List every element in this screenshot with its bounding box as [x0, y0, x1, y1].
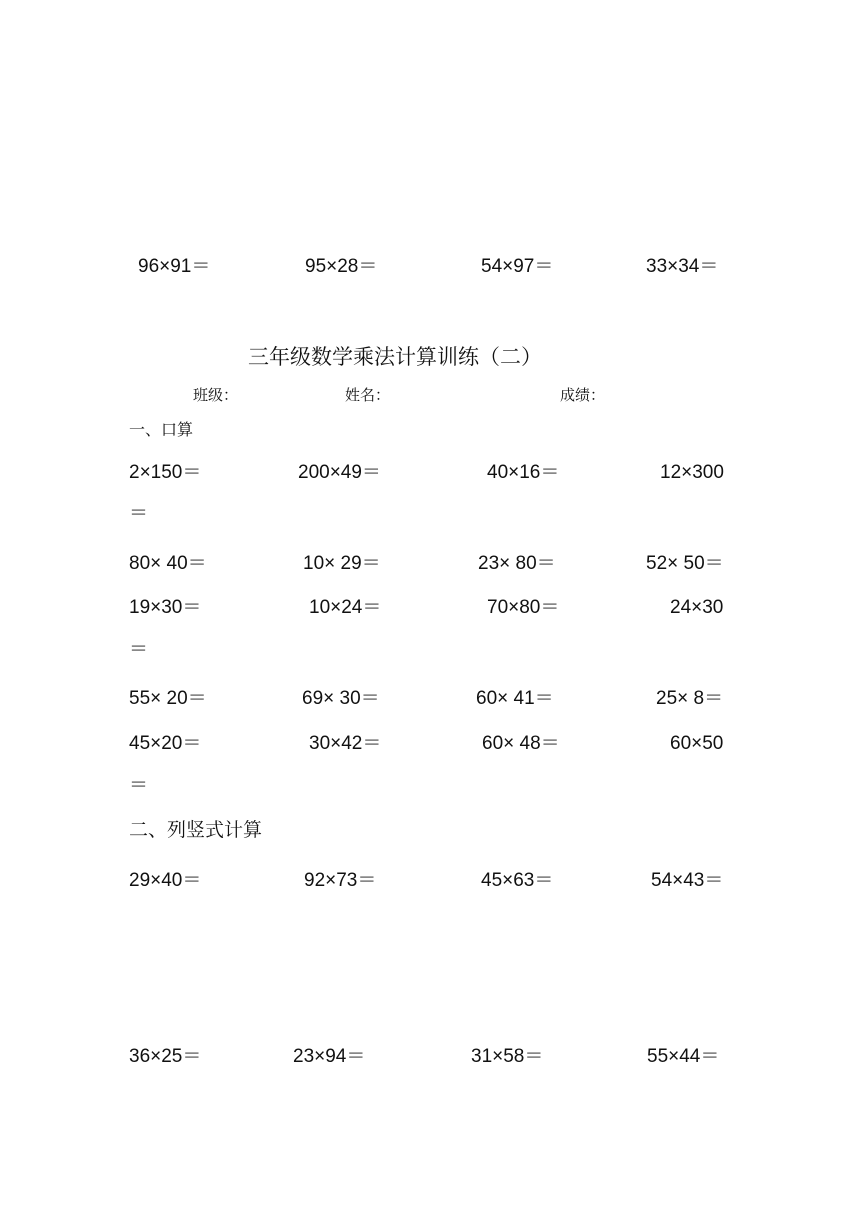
- problem: 23×94＝: [293, 1046, 366, 1067]
- problem-top-2: 95×28＝: [305, 256, 378, 277]
- problem: 70×80＝: [487, 597, 560, 618]
- section-heading-mental: 一、口算: [129, 420, 194, 439]
- problem: 60×50: [670, 733, 724, 754]
- score-label: 成绩：: [560, 386, 606, 404]
- problem: 45×20＝: [129, 733, 202, 754]
- problem-wrap: ＝: [129, 775, 149, 796]
- problem: 31×58＝: [471, 1046, 544, 1067]
- class-label: 班级：: [193, 386, 239, 404]
- problem: 29×40＝: [129, 870, 202, 891]
- problem: 40×16＝: [487, 462, 560, 483]
- page-title: 三年级数学乘法计算训练（二）: [248, 345, 542, 369]
- problem: 10× 29＝: [303, 553, 381, 574]
- problem-top-4: 33×34＝: [646, 256, 719, 277]
- problem: 55×44＝: [647, 1046, 720, 1067]
- problem-top-3: 54×97＝: [481, 256, 554, 277]
- problem-wrap: ＝: [129, 639, 149, 660]
- problem: 69× 30＝: [302, 688, 380, 709]
- problem: 92×73＝: [304, 870, 377, 891]
- section-heading-vertical: 二、列竖式计算: [129, 819, 263, 841]
- problem: 54×43＝: [651, 870, 724, 891]
- problem: 2×150＝: [129, 462, 202, 483]
- problem: 25× 8＝: [656, 688, 724, 709]
- problem: 36×25＝: [129, 1046, 202, 1067]
- problem-wrap: ＝: [129, 503, 149, 524]
- problem: 60× 48＝: [482, 733, 560, 754]
- problem: 80× 40＝: [129, 553, 207, 574]
- problem: 45×63＝: [481, 870, 554, 891]
- problem: 60× 41＝: [476, 688, 554, 709]
- name-label: 姓名：: [345, 386, 391, 404]
- problem: 19×30＝: [129, 597, 202, 618]
- problem: 52× 50＝: [646, 553, 724, 574]
- problem: 24×30: [670, 597, 724, 618]
- problem: 200×49＝: [298, 462, 381, 483]
- problem: 10×24＝: [309, 597, 382, 618]
- problem: 55× 20＝: [129, 688, 207, 709]
- problem-top-1: 96×91＝: [138, 256, 211, 277]
- problem: 30×42＝: [309, 733, 382, 754]
- problem: 12×300: [660, 462, 724, 483]
- problem: 23× 80＝: [478, 553, 556, 574]
